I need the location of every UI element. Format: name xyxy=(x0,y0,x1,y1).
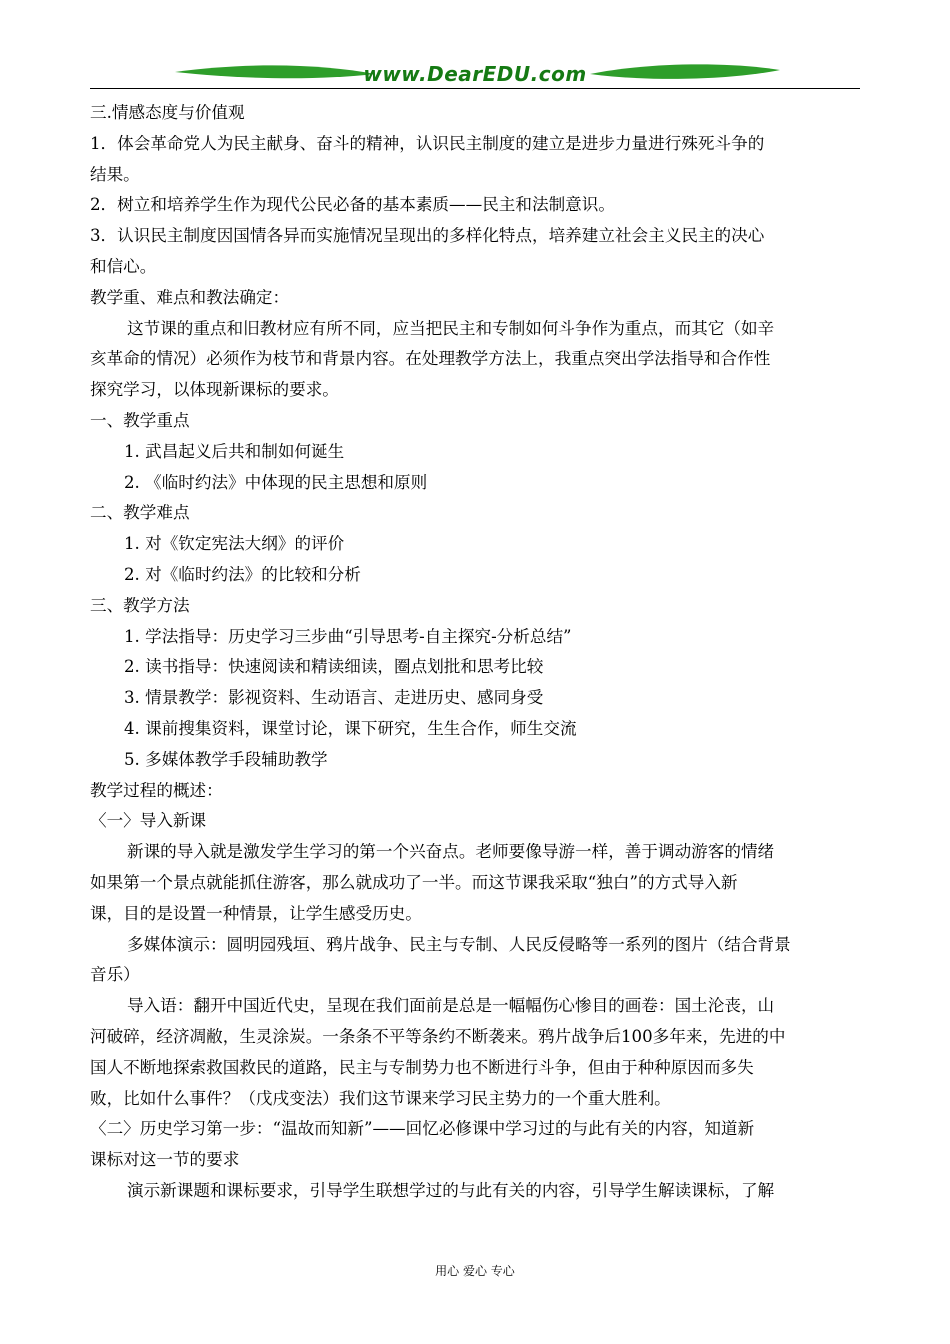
text-line: 2．树立和培养学生作为现代公民必备的基本素质——民主和法制意识。 xyxy=(90,195,615,215)
heading-line: 〈一〉导入新课 xyxy=(90,811,207,831)
list-item: 2. 对《临时约法》的比较和分析 xyxy=(124,564,361,584)
text-line: 这节课的重点和旧教材应有所不同，应当把民主和专制如何斗争作为重点，而其它（如辛 xyxy=(127,318,775,338)
heading-line: 教学过程的概述： xyxy=(90,780,223,800)
text-line: 败，比如什么事件？（戊戌变法）我们这节课来学习民主势力的一个重大胜利。 xyxy=(90,1088,671,1108)
heading-line: 三、教学方法 xyxy=(90,595,190,615)
heading-line: 教学重、难点和教法确定： xyxy=(90,287,290,307)
heading-line: 三.情感态度与价值观 xyxy=(90,103,245,122)
list-item: 2. 读书指导：快速阅读和精读细读，圈点划批和思考比较 xyxy=(124,657,544,677)
heading-line: 二、教学难点 xyxy=(90,503,190,523)
text-line: 课标对这一节的要求 xyxy=(90,1150,240,1170)
site-logo: www.DearEDU.com xyxy=(363,62,587,86)
list-item: 4. 课前搜集资料，课堂讨论，课下研究，生生合作，师生交流 xyxy=(124,718,577,738)
page-header xyxy=(90,58,860,92)
text-line: 和信心。 xyxy=(90,256,157,276)
text-line: 国人不断地探索救国救民的道路，民主与专制势力也不断进行斗争，但由于种种原因而多失 xyxy=(90,1057,754,1077)
text-line: 课，目的是设置一种情景，让学生感受历史。 xyxy=(90,903,422,923)
list-item: 2. 《临时约法》中体现的民主思想和原则 xyxy=(124,472,428,492)
text-line: 亥革命的情况）必须作为枝节和背景内容。在处理教学方法上，我重点突出学法指导和合作性 xyxy=(90,349,771,369)
heading-line: 〈二〉历史学习第一步：“温故而知新”——回忆必修课中学习过的与此有关的内容，知道新 xyxy=(90,1119,755,1139)
text-line: 河破碎，经济凋敝，生灵涂炭。一条条不平等条约不断袭来。鸦片战争后100多年来，先进的中 xyxy=(90,1026,786,1046)
list-item: 1. 学法指导：历史学习三步曲“引导思考-自主探究-分析总结” xyxy=(124,626,572,646)
text-line: 探究学习，以体现新课标的要求。 xyxy=(90,380,339,400)
page-footer: 用心 爱心 专心 xyxy=(435,1264,515,1278)
text-line: 结果。 xyxy=(90,164,140,184)
text-line: 1．体会革命党人为民主献身、奋斗的精神，认识民主制度的建立是进步力量进行殊死斗争的 xyxy=(90,133,765,153)
text-line: 导入语：翻开中国近代史，呈现在我们面前是总是一幅幅伤心惨目的画卷：国土沦丧，山 xyxy=(127,996,775,1016)
list-item: 1. 武昌起义后共和制如何诞生 xyxy=(124,441,345,461)
heading-line: 一、教学重点 xyxy=(90,410,190,430)
text-line: 音乐） xyxy=(90,965,140,985)
document-body xyxy=(90,98,860,1207)
list-item: 1. 对《钦定宪法大纲》的评价 xyxy=(124,534,345,554)
list-item: 3. 情景教学：影视资料、生动语言、走进历史、感同身受 xyxy=(124,688,544,708)
list-item: 5. 多媒体教学手段辅助教学 xyxy=(124,749,328,769)
header-divider xyxy=(90,88,860,89)
text-line: 新课的导入就是激发学生学习的第一个兴奋点。老师要像导游一样，善于调动游客的情绪 xyxy=(127,842,775,862)
text-line: 3．认识民主制度因国情各异而实施情况呈现出的多样化特点，培养建立社会主义民主的决心 xyxy=(90,226,765,246)
text-line: 如果第一个景点就能抓住游客，那么就成功了一半。而这节课我采取“独白”的方式导入新 xyxy=(90,872,738,892)
text-line: 多媒体演示：圆明园残垣、鸦片战争、民主与专制、人民反侵略等一系列的图片（结合背景 xyxy=(127,934,791,954)
text-line: 演示新课题和课标要求，引导学生联想学过的与此有关的内容，引导学生解读课标，了解 xyxy=(127,1180,775,1200)
